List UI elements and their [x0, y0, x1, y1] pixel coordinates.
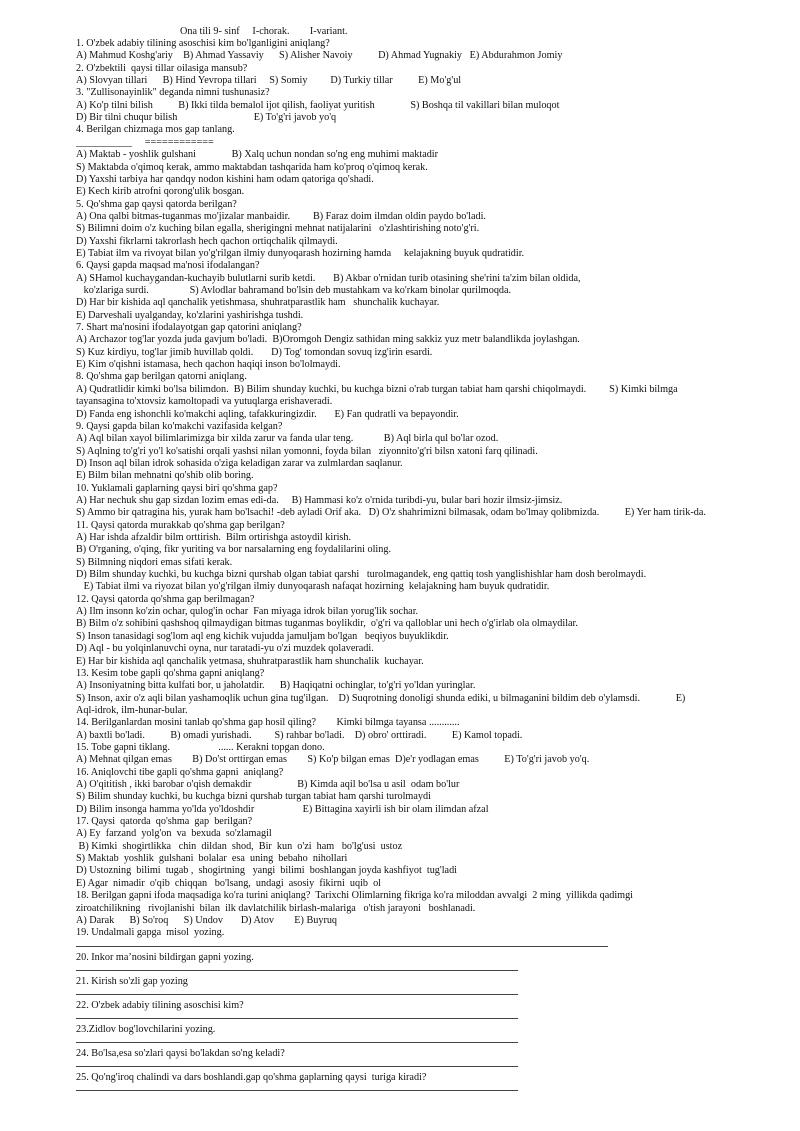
answer-option: S) Bilim shunday kuchki, bu kuchga bizni qurshab turgan tabiat ham qarshi turolmaydi — [76, 791, 431, 803]
question-text: 11. Qaysi qatorda murakkab qo'shma gap berilgan? — [76, 519, 285, 531]
answer-option: B) Bilm o'z sohibini qashshoq qilmaydigan bitmas tuganmas boylikdir, o'g'ri va qalloblar uni hech o'g'irlab ola olmaydilar. — [76, 618, 578, 630]
answer-option: A) Aql bilan xayol bilimlarimizga bir xilda zarur va fanda ular teng. B) Aql birla qul bo'lar ozod. — [76, 433, 499, 445]
answer-line[interactable] — [76, 946, 608, 947]
answer-option: D) Bilm shunday kuchki, bu kuchga bizni qurshab olgan tabiat qarshi turolmagandek, eng qattiq tosh yanglishishlar ham dosh berolmaydi. — [76, 569, 647, 581]
answer-line[interactable] — [76, 1042, 518, 1043]
answer-option: S) Bilmning niqdori emas sifati kerak. — [76, 556, 233, 568]
answer-option: E) Agar nimadir o'qib chiqqan bo'lsang, undagi asosiy fikirni uqib ol — [76, 877, 382, 889]
answer-option: A) Ona qalbi bitmas-tuganmas mo'jizalar manbaidir. B) Faraz doim ilmdan oldin paydo bo'ladi. — [76, 210, 486, 222]
open-question: 21. Kirish so'zli gap yozing — [76, 976, 188, 987]
answer-line[interactable] — [76, 970, 518, 971]
answer-line[interactable] — [76, 1066, 518, 1067]
answer-option: S) Ammo bir qatragina his, yurak ham bo'lsachi! -deb ayladi Orif aka. D) O'z shahrimizni bilmasak, odam bo'lmay qolibmizda. E) Yer ham tirik-da. — [76, 507, 706, 519]
question-text: 15. Tobe gapni tiklang. ...... Kerakni topgan dono. — [76, 741, 325, 753]
answer-option: A) Mehnat qilgan emas B) Do'st orttirgan emas S) Ko'p bilgan emas D)e'r yodlagan emas E) To'g'ri javob yo'q. — [76, 754, 590, 766]
answer-option: A) Slovyan tillari B) Hind Yevropa tillari S) Somiy D) Turkiy tillar E) Mo'g'ul — [76, 75, 462, 87]
answer-option: A) Har nechuk shu gap sizdan lozim emas edi-da. B) Hammasi ko'z o'rnida turibdi-yu, bular bari hozir ilmsiz-jimsiz. — [76, 494, 563, 506]
answer-option: tayansagina to'xtovsiz kamoltopadi va yutuqlarga erishaveradi. — [76, 396, 333, 408]
open-question: 25. Qo'ng'iroq chalindi va dars boshlandi.gap qo'shma gaplarning qaysi turiga kiradi? — [76, 1072, 427, 1083]
answer-option: ___________ ============ — [76, 136, 214, 148]
answer-option: E) Har bir kishida aql qanchalik yetmasa, shuhratparastlik ham shunchalik kuchayar. — [76, 655, 424, 667]
answer-option: A) Ilm insonn ko'zin ochar, qulog'in ochar Fan miyaga idrok bilan yorug'lik sochar. — [76, 606, 419, 618]
answer-option: B) O'rganing, o'qing, fikr yuriting va bor narsalarning eng foydalilarini oling. — [76, 544, 391, 556]
answer-option: D) Fanda eng ishonchli ko'makchi aqling, tafakkuringizdir. E) Fan qudratli va bepayondir. — [76, 408, 459, 420]
question-text: 9. Qaysi gapda bilan ko'makchi vazifasida kelgan? — [76, 420, 283, 432]
answer-option: S) Maktabda o'qimoq kerak, ammo maktabdan tashqarida ham ko'proq o'qimoq kerak. — [76, 161, 428, 173]
answer-option: S) Maktab yoshlik gulshani bolalar esa uning bebaho nihollari — [76, 853, 348, 865]
open-question: 20. Inkor ma’nosini bildirgan gapni yozing. — [76, 952, 254, 963]
question-text: 2. O'zbektili qaysi tillar oilasiga mansub? — [76, 62, 248, 74]
answer-option: D) Bir tilni chuqur bilish E) To'g'ri javob yo'q — [76, 112, 337, 124]
question-text: 19. Undalmali gapga misol yozing. — [76, 927, 225, 939]
answer-option: D) Inson aql bilan idrok sohasida o'ziga keladigan zarar va zulmlardan saqlanur. — [76, 457, 403, 469]
answer-option: A) Ko'p tilni bilish B) Ikki tilda bemalol ijot qilish, faoliyat yuritish S) Boshqa til vakillari bilan muloqot — [76, 99, 560, 111]
question-text: 14. Berilganlardan mosini tanlab qo'shma gap hosil qiling? Kimki bilmga tayansa ............ — [76, 717, 460, 729]
question-text: 3. "Zullisonayinlik" deganda nimni tushunasiz? — [76, 87, 270, 99]
question-text: 5. Qo'shma gap qaysi qatorda berilgan? — [76, 198, 237, 210]
answer-option: D) Ustozning bilimi tugab , shogirtning yangi bilimi boshlangan joyda kashfiyot tug'ladi — [76, 865, 458, 877]
question-text: 10. Yuklamali gaplarning qaysi biri qo'shma gap? — [76, 482, 278, 494]
answer-option: E) Tabiat ilmi va riyozat bilan yo'g'rilgan ilmiy dunyoqarash nafaqat hozirning kelajakning ham buyuk qudratidir. — [76, 581, 550, 593]
answer-option: D) Yaxshi fikrlarni takrorlash hech qachon ortiqchalik qilmaydi. — [76, 235, 338, 247]
answer-option: A) Darak B) So'roq S) Undov D) Atov E) Buyruq — [76, 914, 338, 926]
question-text: 12. Qaysi qatorda qo'shma gap berilmagan? — [76, 593, 255, 605]
answer-option: A) Mahmud Koshg'ariy B) Ahmad Yassaviy S) Alisher Navoiy D) Ahmad Yugnakiy E) Abdurahmon Jomiy — [76, 50, 563, 62]
question-text: 1. O'zbek adabiy tilining asoschisi kim bo'lganligini aniqlang? — [76, 38, 330, 49]
answer-option: E) Kech kirib atrofni qorong'ulik bosgan. — [76, 186, 245, 198]
answer-line[interactable] — [76, 1018, 518, 1019]
question-text: 17. Qaysi qatorda qo'shma gap berilgan? — [76, 816, 253, 828]
question-text: 7. Shart ma'nosini ifodalayotgan gap qatorini aniqlang? — [76, 322, 302, 334]
question-text: 6. Qaysi gapda maqsad ma'nosi ifodalangan? — [76, 260, 260, 272]
answer-option: S) Kuz kirdiyu, tog'lar jimib huvillab qoldi. D) Tog' tomondan sovuq izg'irin esardi. — [76, 346, 433, 358]
answer-option: D) Yaxshi tarbiya har qandqy nodon kishini ham odam qatoriga qo'shadi. — [76, 173, 374, 185]
question-text: 16. Aniqlovchi tibe gapli qo'shma gapni aniqlang? — [76, 766, 284, 778]
answer-line[interactable] — [76, 1090, 518, 1091]
answer-option: A) O'qititish , ikki barobar o'qish demakdir B) Kimda aqil bo'lsa u asil odam bo'lur — [76, 779, 460, 790]
answer-option: A) Har ishda afzaldir bilm orttirish. Bilm ortirishga astoydil kirish. — [76, 532, 352, 543]
answer-option: A) Maktab - yoshlik gulshani B) Xalq uchun nondan so'ng eng muhimi maktadir — [76, 149, 439, 161]
answer-option: A) Archazor tog'lar yozda juda gavjum bo'ladi. B)Oromgoh Dengiz sathidan ming sakkiz yuz metr balandlikda joylashgan. — [76, 334, 580, 346]
answer-option: S) Bilimni doim o'z kuching bilan egalla, sherigingni mehnat natijalarini o'zlashtirishing noto'g'ri. — [76, 223, 480, 235]
answer-option: Aql-idrok, ilm-hunar-bular. — [76, 704, 188, 716]
answer-option: B) Kimki shogirtlikka chin dildan shod, Bir kun o'zi ham bo'lg'usi ustoz — [76, 840, 403, 852]
answer-option: E) Bilm bilan mehnatni qo'shib olib boring. — [76, 470, 254, 482]
answer-line[interactable] — [76, 994, 518, 995]
open-question: 24. Bo'lsa,esa so'zlari qaysi bo'lakdan so'ng keladi? — [76, 1048, 285, 1059]
answer-option: E) Darveshali uyalganday, ko'zlarini yashirishga tushdi. — [76, 309, 304, 321]
question-text: 13. Kesim tobe gapli qo'shma gapni aniqlang? — [76, 667, 265, 679]
answer-option: S) Inson, axir o'z aqli bilan yashamoqlik uchun gina tug'ilgan. D) Suqrotning donoligi shunda ediki, u bilmaganini bildim deb o'ylamsdi. E) — [76, 692, 686, 704]
question-text: 8. Qo'shma gap berilgan qatorni aniqlang. — [76, 371, 247, 383]
answer-option: S) Aqlning to'g'ri yo'l ko'satishi orqali yashsi nilan yomonni, foyda bilan ziyonnito'g'ri bilsn xatoni farq qilinadi. — [76, 445, 538, 457]
answer-option: ko'zlariga surdi. S) Avlodlar bahramand bo'lsin deb mustahkam va ko'rkam binolar qurilmoqda. — [76, 285, 512, 296]
answer-option: E) Kim o'qishni istamasa, hech qachon haqiqi inson bo'lolmaydi. — [76, 359, 341, 371]
answer-option: A) Ey farzand yolg'on va bexuda so'zlamagil — [76, 828, 272, 840]
answer-option: D) Har bir kishida aql qanchalik yetishmasa, shuhratparastlik ham shunchalik kuchayar. — [76, 297, 440, 309]
answer-option: E) Tabiat ilm va rivoyat bilan yo'g'rilgan ilmiy dunyoqarash hozirning hamda kelajakning buyuk qudratidir. — [76, 247, 525, 259]
answer-option: D) Aql - bu yolqinlanuvchi oyna, nur taratadi-yu o'zi muzdek qolaveradi. — [76, 643, 374, 655]
answer-option: A) baxtli bo'ladi. B) omadi yurishadi. S) rahbar bo'ladi. D) obro' orttiradi. E) Kamol topadi. — [76, 729, 523, 741]
page-header: Ona tili 9- sinf I-chorak. I-variant. — [180, 26, 348, 37]
question-text: 18. Berilgan gapni ifoda maqsadiga ko'ra turini aniqlang? Tarixchi Olimlarning fikriga ko'ra miloddan avvalgi 2 ming yillikda qadimgi — [76, 890, 634, 902]
answer-option: D) Bilim insonga hamma yo'lda yo'ldoshdir E) Bittagina xayirli ish bir olam ilimdan afzal — [76, 803, 489, 815]
answer-option: A) Qudratlidir kimki bo'lsa bilimdon. B) Bilim shunday kuchki, bu kuchga bizni o'rab turgan tabiat ham qarshi chiqolmaydi. S) Kimki bilmga — [76, 383, 678, 395]
open-question: 22. O'zbek adabiy tilining asoschisi kim? — [76, 1000, 244, 1011]
answer-option: S) Inson tanasidagi sog'lom aql eng kichik vujudda jamuljam bo'lgan beqiyos buyuklikdir. — [76, 630, 449, 642]
question-text: 4. Berilgan chizmaga mos gap tanlang. — [76, 124, 235, 136]
answer-option: A) Insoniyatning bitta kulfati bor, u jaholatdir. B) Haqiqatni ochinglar, to'g'ri yo'ldan yuringlar. — [76, 680, 476, 692]
answer-option: A) SHamol kuchaygandan-kuchayib bulutlarni surib ketdi. B) Akbar o'rnidan turib otasining she'rini ta'zim bilan oldida, — [76, 272, 581, 284]
open-question: 23.Zidlov bog'lovchilarini yozing. — [76, 1024, 216, 1035]
answer-option: ziroatchilikning rivojlanishi bilan ilk davlatchilik birlash-malariga o'tish jarayoni boshlanadi. — [76, 902, 476, 914]
